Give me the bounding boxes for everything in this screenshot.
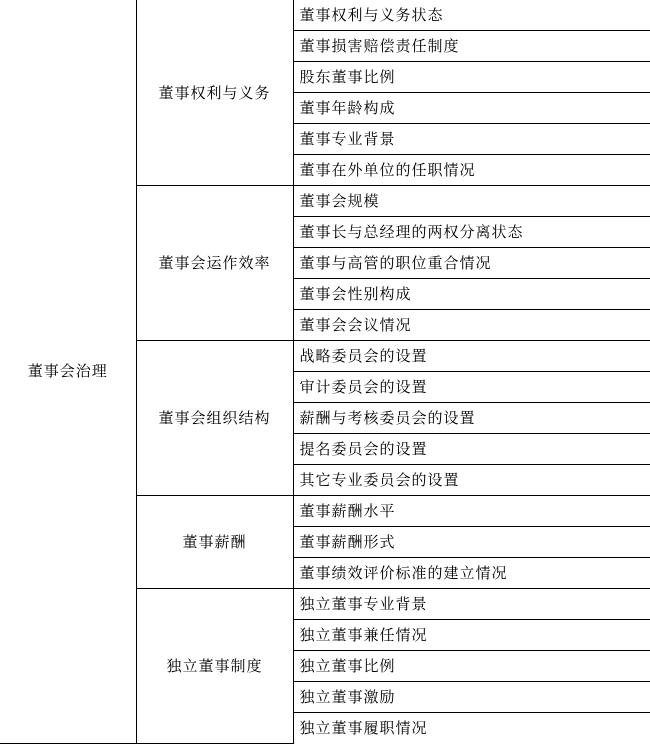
group-cell-board-efficiency: 董事会运作效率	[136, 186, 293, 341]
item-cell: 独立董事兼任情况	[293, 620, 650, 651]
item-cell: 战略委员会的设置	[293, 341, 650, 372]
item-cell: 其它专业委员会的设置	[293, 465, 650, 496]
group-cell-director-rights: 董事权利与义务	[136, 0, 293, 186]
item-cell: 独立董事履职情况	[293, 713, 650, 744]
item-cell: 董事薪酬形式	[293, 527, 650, 558]
item-cell: 独立董事激励	[293, 682, 650, 713]
level1-cell: 董事会治理	[0, 0, 136, 743]
item-cell: 董事在外单位的任职情况	[293, 155, 650, 186]
item-cell: 董事绩效评价标准的建立情况	[293, 558, 650, 589]
item-cell: 董事权利与义务状态	[293, 0, 650, 31]
table-row	[0, 0, 650, 31]
item-cell: 独立董事比例	[293, 651, 650, 682]
item-cell: 董事与高管的职位重合情况	[293, 248, 650, 279]
group-cell-independent-directors: 独立董事制度	[136, 589, 293, 744]
item-cell: 独立董事专业背景	[293, 589, 650, 620]
item-cell: 董事年龄构成	[293, 93, 650, 124]
item-cell: 董事长与总经理的两权分离状态	[293, 217, 650, 248]
item-cell: 审计委员会的设置	[293, 372, 650, 403]
item-cell: 薪酬与考核委员会的设置	[293, 403, 650, 434]
item-cell: 董事会性别构成	[293, 279, 650, 310]
group-cell-board-structure: 董事会组织结构	[136, 341, 293, 496]
item-cell: 董事薪酬水平	[293, 496, 650, 527]
item-cell: 董事会会议情况	[293, 310, 650, 341]
item-cell: 董事会规模	[293, 186, 650, 217]
item-cell: 提名委员会的设置	[293, 434, 650, 465]
item-cell: 董事专业背景	[293, 124, 650, 155]
group-cell-director-pay: 董事薪酬	[136, 496, 293, 589]
item-cell: 股东董事比例	[293, 62, 650, 93]
item-cell: 董事损害赔偿责任制度	[293, 31, 650, 62]
